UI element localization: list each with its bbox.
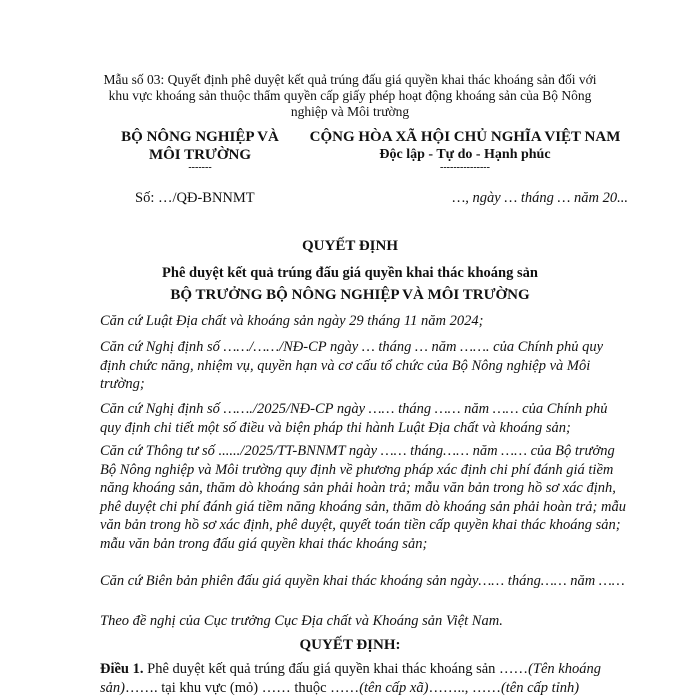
ministry-rule: ------- [188, 162, 212, 173]
article-1-text-c: …….., …… [428, 679, 501, 696]
decision-authority: BỘ TRƯỞNG BỘ NÔNG NGHIỆP VÀ MÔI TRƯỜNG [170, 287, 530, 303]
decides-heading: QUYẾT ĐỊNH: [299, 637, 401, 653]
form-title: Mẫu số 03: Quyết định phê duyệt kết quả trúng đấu giá quyền khai thác khoáng sản đối với khu vực khoáng sản thuộc thẩm quyền cấp giấy phép hoạt động khoáng sản của Bộ Nông nghiệp và Môi trường [103, 72, 597, 119]
ministry-name-line1: BỘ NÔNG NGHIỆP VÀ [121, 129, 279, 145]
legal-basis-law: Căn cứ Luật Địa chất và khoáng sản ngày 29 tháng 11 năm 2024; [100, 313, 484, 329]
ministry-name-line2: MÔI TRƯỜNG [148, 147, 252, 163]
province-placeholder: (tên cấp tỉnh) [500, 679, 580, 696]
legal-basis-decree-details: Căn cứ Nghị định số ……./2025/NĐ-CP ngày …… tháng …… năm …… của Chính phủ quy định chi tiết một số điều và biện pháp thi hành Luật Địa chất và khoáng sản; [100, 401, 608, 436]
article-1-label: Điều 1. [100, 661, 144, 677]
commune-placeholder: (tên cấp xã) [359, 679, 429, 696]
country-name: CỘNG HÒA XÃ HỘI CHỦ NGHĨA VIỆT NAM [309, 129, 621, 145]
mineral-name-placeholder: (Tên khoáng sản) [100, 661, 601, 696]
article-1-text-b: ……. tại khu vực (mỏ) …… thuộc …… [124, 679, 360, 696]
decision-title: QUYẾT ĐỊNH [302, 238, 398, 254]
decision-subtitle: Phê duyệt kết quả trúng đấu giá quyền khai thác khoáng sản [162, 265, 538, 281]
ministry-header [100, 128, 300, 172]
article-1 [100, 660, 632, 697]
document-date: …, ngày … tháng … năm 20... [452, 190, 628, 206]
legal-basis-auction-minutes: Căn cứ Biên bản phiên đấu giá quyền khai thác khoáng sản ngày…… tháng…… năm …… [100, 573, 625, 589]
proposal-note: Theo đề nghị của Cục trưởng Cục Địa chất và Khoáng sản Việt Nam. [100, 613, 503, 629]
legal-basis-circular: Căn cứ Thông tư số ....../2025/TT-BNNMT ngày …… tháng…… năm …… của Bộ trưởng Bộ Nông nghiệp và Môi trường quy định về phương pháp xác định chi phí đánh giá tiềm năng khoáng sản, thăm dò khoáng sản phải hoàn trả; mẫu văn bản trong hồ sơ xác định, phê duyệt chi phí đánh giá tiềm năng khoáng sản, thăm dò khoáng sản phải hoàn trả; mẫu văn bản trong hồ sơ xác định, phê duyệt, quyết toán tiền cấp quyền khai thác khoáng sản; mẫu văn bản trong đấu giá quyền khai thác khoáng sản; [100, 443, 626, 552]
legal-basis-decree-functions: Căn cứ Nghị định số ……/……/NĐ-CP ngày … tháng … năm ……. của Chính phủ quy định chức năng, nhiệm vụ, quyền hạn và cơ cấu tổ chức của Bộ Nông nghiệp và Môi trường; [100, 339, 604, 392]
national-motto: Độc lập - Tự do - Hạnh phúc [379, 147, 551, 162]
document-number: Số: …/QĐ-BNNMT [135, 190, 255, 206]
motto-rule: --------------- [440, 162, 490, 173]
country-header [295, 128, 635, 172]
article-1-text-a: Phê duyệt kết quả trúng đấu giá quyền khai thác khoáng sản …… [143, 661, 529, 677]
